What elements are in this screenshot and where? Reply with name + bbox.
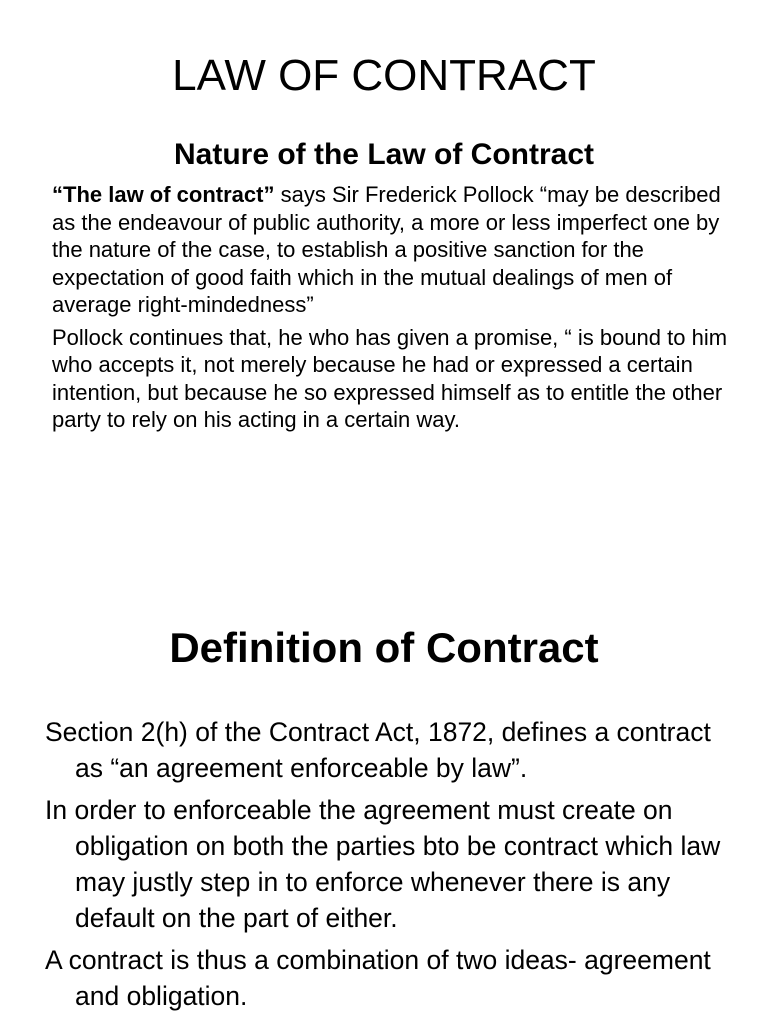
definition-title: Definition of Contract bbox=[169, 624, 599, 671]
section-subtitle: Nature of the Law of Contract bbox=[173, 138, 594, 171]
slide2-body bbox=[45, 714, 735, 1020]
slide1-body bbox=[52, 181, 742, 439]
definition-point: In order to enforceable the agreement must create on obligation on both the parties bto be contract which law may justly step in to enforce whenever there is any default on the part of either. bbox=[45, 795, 721, 933]
pollock-quote-paragraph bbox=[52, 181, 742, 319]
quote-lead: “The law of contract” bbox=[52, 182, 275, 207]
page-title: LAW OF CONTRACT bbox=[172, 51, 596, 100]
slide-definition-of-contract bbox=[0, 600, 768, 1024]
pollock-continues-paragraph: Pollock continues that, he who has given a promise, “ is bound to him who accepts it, not merely because he had or expressed a certain intention, but because he so expressed himself as to entitle the other party to rely on his acting in a certain way. bbox=[52, 324, 728, 432]
definition-point: A contract is thus a combination of two ideas- agreement and obligation. bbox=[45, 945, 711, 1011]
slide-nature-of-contract bbox=[0, 0, 768, 480]
quote-rest: says Sir Frederick Pollock “may be described as the endeavour of public authority, a more or less imperfect one by the nature of the case, to establish a positive sanction for the expectation of good faith which in the mutual dealings of men of average right-mindedness” bbox=[52, 182, 721, 317]
definition-point: Section 2(h) of the Contract Act, 1872, defines a contract as “an agreement enforceable by law”. bbox=[45, 717, 711, 783]
